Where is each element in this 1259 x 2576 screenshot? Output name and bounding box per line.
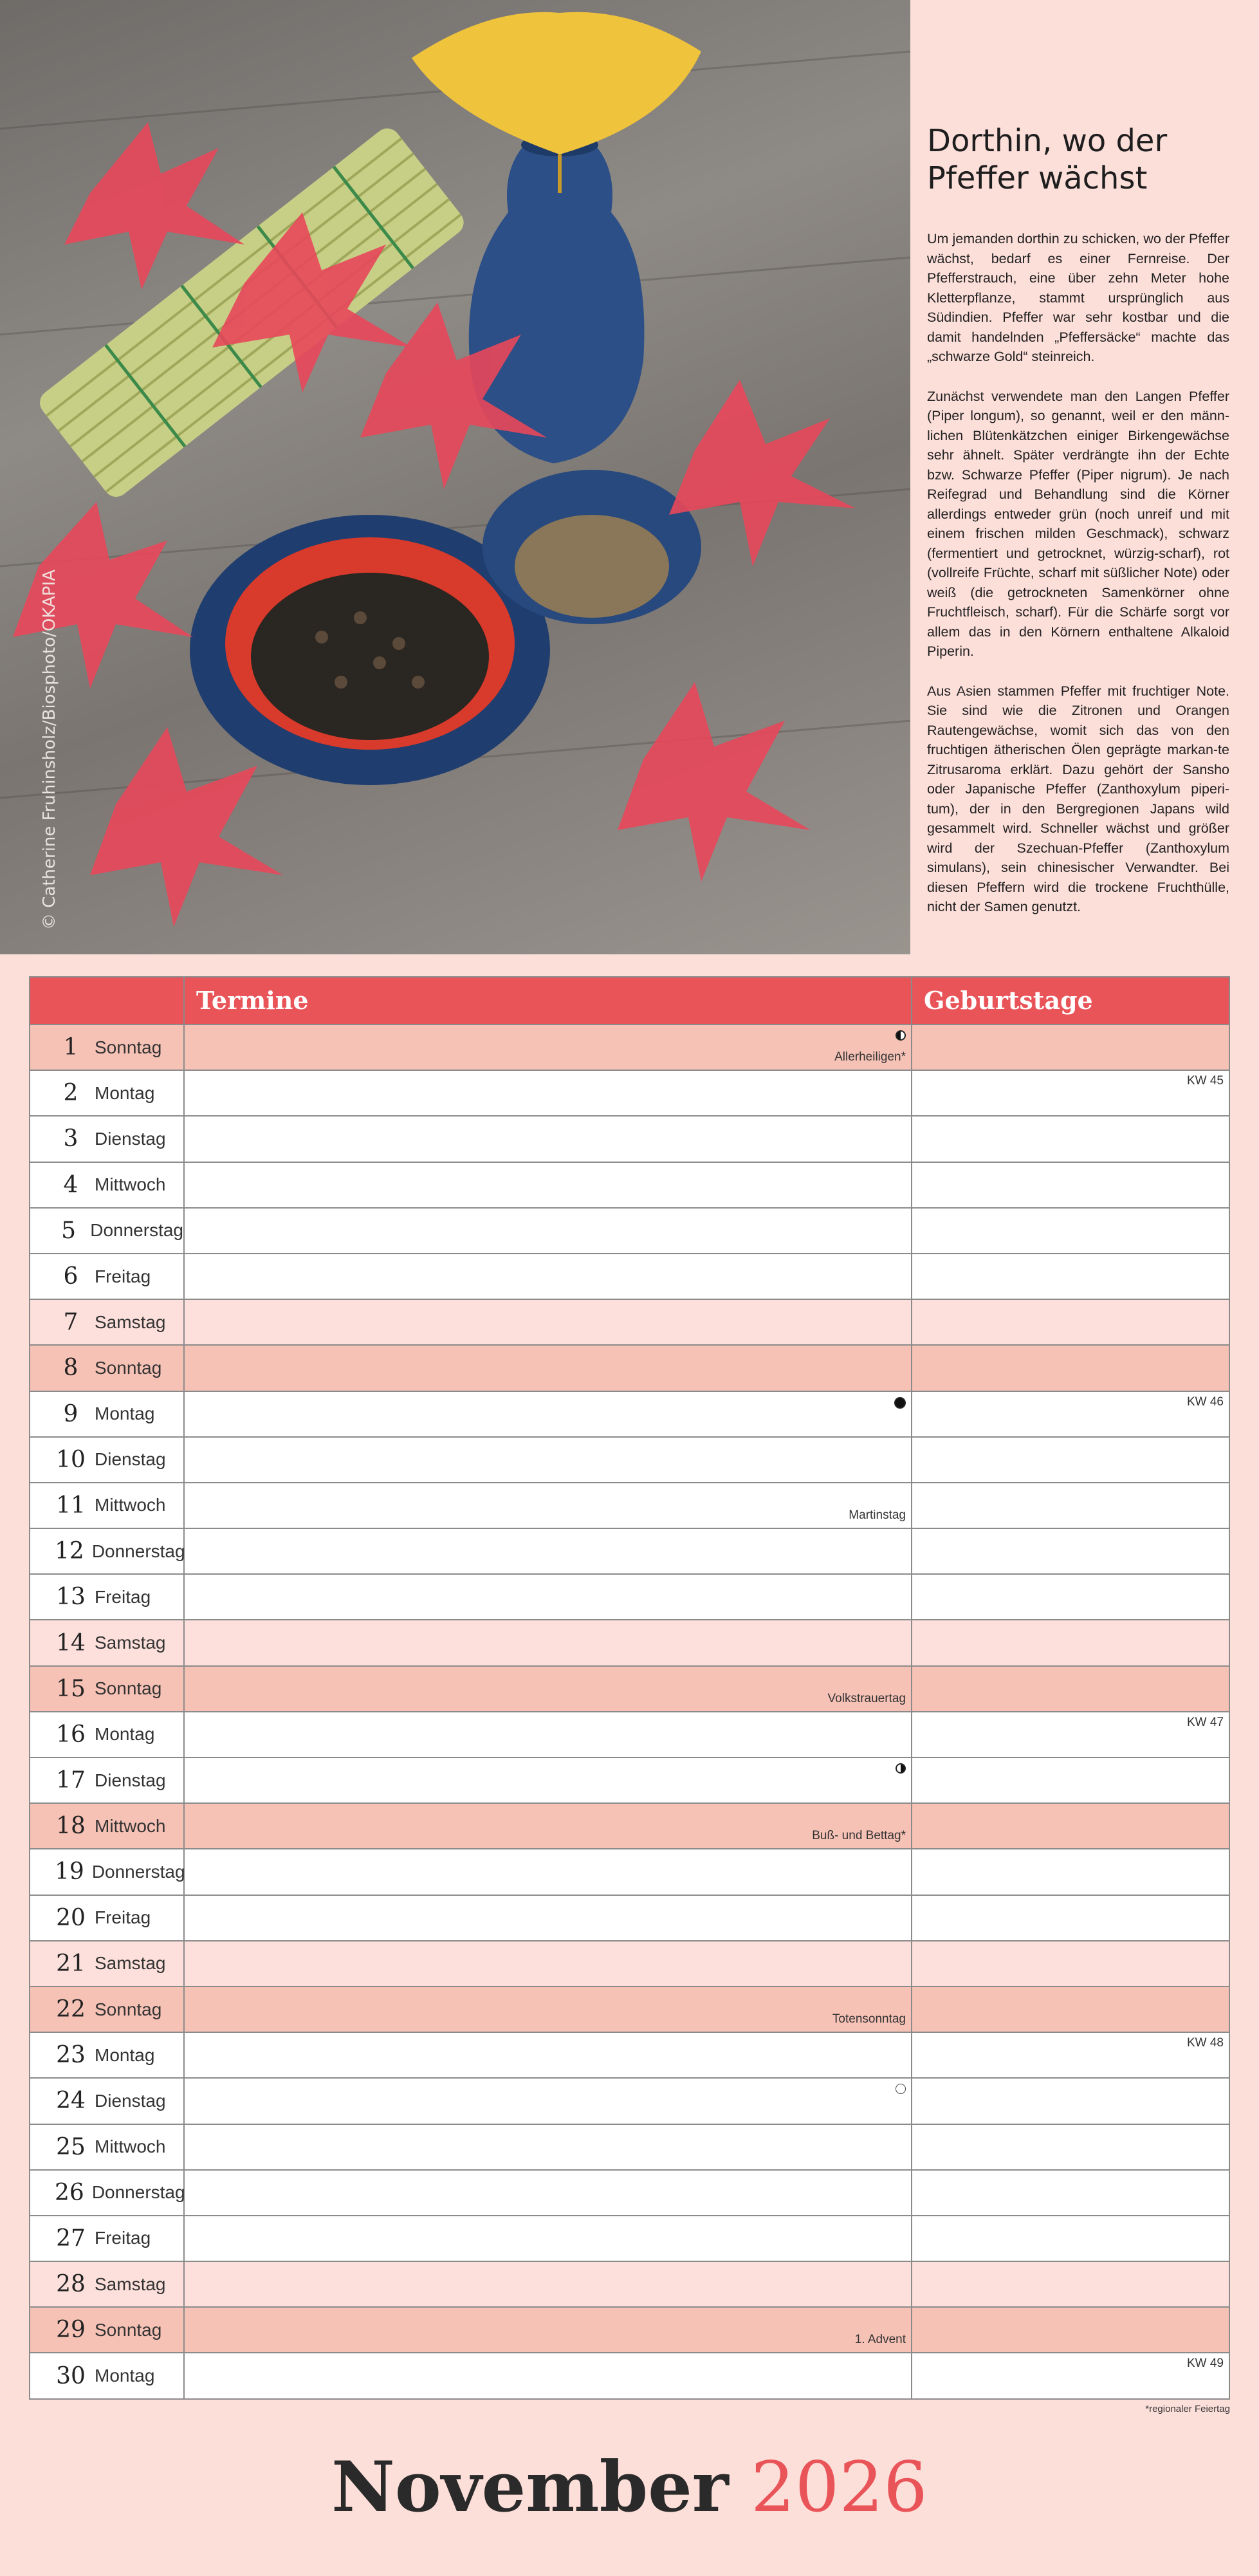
geburtstage-cell[interactable] <box>912 1620 1229 1665</box>
geburtstage-cell[interactable] <box>912 1254 1229 1299</box>
termine-cell[interactable] <box>185 1254 912 1299</box>
footnote: *regionaler Feiertag <box>1145 2404 1230 2414</box>
day-number: 11 <box>56 1492 86 1519</box>
day-number: 15 <box>56 1675 86 1702</box>
calendar-row <box>30 1207 1229 1253</box>
termine-cell[interactable] <box>185 1300 912 1344</box>
calendar-row <box>30 1162 1229 1207</box>
header-geburtstage: Geburtstage <box>924 986 1093 1015</box>
weekday-label: Samstag <box>95 1953 166 1974</box>
geburtstage-cell[interactable] <box>912 1529 1229 1573</box>
termine-cell[interactable] <box>185 2079 912 2123</box>
day-cell <box>30 2079 185 2123</box>
day-cell <box>30 1712 185 1757</box>
termine-cell[interactable] <box>185 1987 912 2032</box>
geburtstage-cell[interactable] <box>912 1896 1229 1940</box>
geburtstage-cell[interactable] <box>912 1117 1229 1161</box>
day-cell <box>30 1758 185 1802</box>
first-moon-icon <box>896 1763 906 1774</box>
geburtstage-cell[interactable] <box>912 1300 1229 1344</box>
geburtstage-cell[interactable] <box>912 2171 1229 2215</box>
termine-cell[interactable] <box>185 1849 912 1894</box>
day-cell <box>30 1392 185 1436</box>
weekday-label: Mittwoch <box>95 1174 166 1195</box>
calendar-row <box>30 1619 1229 1665</box>
termine-cell[interactable] <box>185 1667 912 1711</box>
geburtstage-cell[interactable] <box>912 2308 1229 2352</box>
geburtstage-cell[interactable] <box>912 1483 1229 1528</box>
termine-cell[interactable] <box>185 2353 912 2398</box>
termine-cell[interactable] <box>185 1575 912 1619</box>
termine-cell[interactable] <box>185 2033 912 2077</box>
article <box>927 122 1229 937</box>
day-number: 23 <box>56 2042 86 2069</box>
day-number: 9 <box>63 1400 78 1427</box>
termine-cell[interactable] <box>185 1483 912 1528</box>
weekday-label: Mittwoch <box>95 1495 166 1515</box>
weekday-label: Freitag <box>95 1266 151 1286</box>
calendar-row <box>30 1024 1229 1070</box>
calendar-row <box>30 2032 1229 2077</box>
day-cell <box>30 2216 185 2261</box>
article-paragraph: Um jemanden dorthin zu schicken, wo der Pfeffer wächst, bedarf es einer Fernreise. Der Pfefferstrauch, eine über zehn Meter hohe Kletterpflanze, stammt ursprünglich aus Südindien. Pfeffer war sehr kostbar und die damit handelnden „Pfeffersäcke“ machte das „schwarze Gold“ steinreich. <box>927 231 1229 364</box>
day-cell <box>30 2353 185 2398</box>
weekday-label: Mittwoch <box>95 1815 166 1836</box>
calendar-row <box>30 1665 1229 1711</box>
geburtstage-cell[interactable] <box>912 2216 1229 2261</box>
page-title <box>0 2449 1259 2526</box>
day-number: 25 <box>56 2133 86 2160</box>
day-number: 5 <box>61 1217 77 1244</box>
day-number: 21 <box>56 1950 86 1977</box>
week-number: KW 46 <box>1186 1395 1224 1409</box>
calendar-row <box>30 1344 1229 1390</box>
holiday-label: Martinstag <box>849 1508 906 1523</box>
day-number: 14 <box>56 1629 86 1656</box>
calendar-rows <box>30 1024 1229 2398</box>
weekday-label: Donnerstag <box>91 2182 185 2203</box>
day-number: 12 <box>55 1538 84 1565</box>
weekday-label: Montag <box>95 1082 155 1103</box>
year: 2026 <box>751 2447 928 2528</box>
day-cell <box>30 1896 185 1940</box>
last-moon-icon <box>896 1030 906 1041</box>
day-cell <box>30 2033 185 2077</box>
weekday-label: Samstag <box>95 2274 166 2294</box>
day-cell <box>30 1346 185 1390</box>
weekday-label: Donnerstag <box>91 1861 185 1882</box>
weekday-label: Freitag <box>95 1586 151 1607</box>
article-title: Dorthin, wo der Pfeffer wächst <box>927 123 1168 196</box>
termine-cell[interactable] <box>185 1163 912 1207</box>
geburtstage-cell[interactable] <box>912 1209 1229 1253</box>
day-cell <box>30 1438 185 1482</box>
day-cell <box>30 1483 185 1528</box>
pepper-still-life-image <box>0 0 910 954</box>
month-name: November <box>331 2447 729 2528</box>
termine-cell[interactable] <box>185 1941 912 1986</box>
termine-cell[interactable] <box>185 1804 912 1848</box>
weekday-label: Montag <box>95 1724 155 1745</box>
holiday-label: Buß- und Bettag* <box>812 1829 906 1843</box>
header-termine: Termine <box>185 978 912 1024</box>
day-cell <box>30 1529 185 1573</box>
termine-cell[interactable] <box>185 1025 912 1070</box>
day-cell <box>30 1575 185 1619</box>
day-number: 27 <box>56 2225 86 2252</box>
weekday-label: Freitag <box>95 1907 151 1928</box>
calendar-row <box>30 1070 1229 1115</box>
article-paragraph: Zunächst verwendete man den Langen Pfeffer (Piper longum), so genannt, weil er den männ-lichen Blütenkätzchen einiger Birkengewächse sehr ähnelt. Später verdrängte ihn der Echte bzw. Schwarze Pfeffer (Piper nigrum). Je nach Reifegrad und Behandlung sind die Körner allerdings entweder grün (noch unreif und mit einem frischen milden Geschmack), schwarz (fermentiert und getrocknet, würzig-scharf), rot (vollreife Früchte, scharf mit süßlicher Note) oder weiß (die getrockneten Samenkörner ohne Fruchtfleisch, scharf). Für die Schärfe sorgt vor allem das in den Körnern enthaltene Alkaloid Piperin. <box>927 388 1229 659</box>
weekday-label: Montag <box>95 2044 155 2065</box>
calendar-row <box>30 1895 1229 1940</box>
geburtstage-cell[interactable] <box>912 1163 1229 1207</box>
weekday-label: Donnerstag <box>90 1220 183 1241</box>
day-number: 29 <box>56 2317 86 2344</box>
weekday-label: Dienstag <box>95 1128 166 1149</box>
holiday-label: Allerheiligen* <box>834 1050 906 1064</box>
day-cell <box>30 1804 185 1848</box>
weekday-label: Sonntag <box>95 1357 162 1378</box>
calendar-row <box>30 1391 1229 1436</box>
weekday-label: Dienstag <box>95 1770 166 1790</box>
geburtstage-cell[interactable] <box>912 1941 1229 1986</box>
full-moon-icon <box>896 2084 906 2094</box>
calendar-header <box>30 978 1229 1024</box>
day-cell <box>30 1987 185 2032</box>
day-cell <box>30 2308 185 2352</box>
day-cell <box>30 2125 185 2169</box>
weekday-label: Samstag <box>95 1311 166 1332</box>
calendar-row <box>30 1940 1229 1986</box>
pepper-photo <box>0 0 910 954</box>
termine-cell[interactable] <box>185 1758 912 1802</box>
calendar-row <box>30 1711 1229 1757</box>
calendar-row <box>30 1757 1229 1802</box>
day-cell <box>30 1849 185 1894</box>
day-cell <box>30 1209 185 1253</box>
calendar-table <box>29 976 1230 2400</box>
day-cell <box>30 2262 185 2306</box>
weekday-label: Sonntag <box>95 2319 162 2340</box>
header-day-column <box>30 978 185 1024</box>
termine-cell[interactable] <box>185 1346 912 1390</box>
article-paragraph: Aus Asien stammen Pfeffer mit fruchtiger Note. Sie sind wie die Zitronen und Orangen Rautengewächse, womit sich das von den fruchtigen ätherischen Ölen geprägte markan-te Zitrusaroma erklärt. Dazu gehört der Sansho oder Japanische Pfeffer (Zanthoxylum piperi-tum), der in den Bergregionen Japans wild gesammelt wird. Schneller wächst und größer wird der Szechuan-Pfeffer (Zanthoxylum simulans), sein chinesischer Verwandter. Bei diesen Pfeffern wird die trockene Fruchthülle, nicht der Samen genutzt. <box>927 683 1229 914</box>
geburtstage-cell[interactable] <box>912 2125 1229 2169</box>
day-cell <box>30 1667 185 1711</box>
termine-cell[interactable] <box>185 2308 912 2352</box>
week-number: KW 45 <box>1186 1074 1224 1088</box>
calendar-row <box>30 1115 1229 1161</box>
weekday-label: Dienstag <box>95 1449 166 1470</box>
termine-cell[interactable] <box>185 1896 912 1940</box>
day-number: 26 <box>55 2179 84 2206</box>
geburtstage-cell[interactable] <box>912 2353 1229 2398</box>
week-number: KW 48 <box>1186 2036 1224 2050</box>
geburtstage-cell[interactable] <box>912 1667 1229 1711</box>
weekday-label: Sonntag <box>95 1678 162 1699</box>
week-number: KW 49 <box>1186 2357 1224 2371</box>
holiday-label: Totensonntag <box>832 2012 906 2026</box>
day-number: 7 <box>63 1309 78 1336</box>
day-number: 20 <box>56 1904 86 1931</box>
termine-cell[interactable] <box>185 2125 912 2169</box>
calendar-row <box>30 1573 1229 1619</box>
weekday-label: Samstag <box>95 1633 166 1653</box>
day-number: 19 <box>55 1858 84 1886</box>
geburtstage-cell[interactable] <box>912 1025 1229 1070</box>
geburtstage-cell[interactable] <box>912 1849 1229 1894</box>
geburtstage-cell[interactable] <box>912 2079 1229 2123</box>
day-number: 8 <box>63 1355 78 1382</box>
termine-cell[interactable] <box>185 2171 912 2215</box>
termine-cell[interactable] <box>185 1712 912 1757</box>
day-number: 22 <box>56 1996 86 2023</box>
day-number: 18 <box>56 1813 86 1840</box>
calendar-row <box>30 1848 1229 1894</box>
termine-cell[interactable] <box>185 1209 912 1253</box>
termine-cell[interactable] <box>185 1529 912 1573</box>
holiday-label: 1. Advent <box>854 2333 906 2347</box>
photo-credit: © Catherine Fruhinsholz/Biosphoto/OKAPIA <box>40 570 59 930</box>
geburtstage-cell[interactable] <box>912 2033 1229 2077</box>
termine-cell[interactable] <box>185 1620 912 1665</box>
calendar-row <box>30 2215 1229 2261</box>
day-number: 17 <box>56 1767 86 1794</box>
day-cell <box>30 1620 185 1665</box>
day-cell <box>30 1071 185 1115</box>
calendar-row <box>30 2169 1229 2215</box>
calendar-row <box>30 2261 1229 2306</box>
day-number: 6 <box>63 1263 78 1290</box>
day-number: 24 <box>56 2088 86 2115</box>
weekday-label: Freitag <box>95 2228 151 2248</box>
week-number: KW 47 <box>1186 1715 1224 1729</box>
day-cell <box>30 1025 185 1070</box>
weekday-label: Dienstag <box>95 2090 166 2111</box>
calendar-row <box>30 2352 1229 2398</box>
weekday-label: Donnerstag <box>91 1541 185 1561</box>
day-cell <box>30 1163 185 1207</box>
calendar-row <box>30 1482 1229 1528</box>
day-cell <box>30 1254 185 1299</box>
calendar-row <box>30 1802 1229 1848</box>
day-cell <box>30 2171 185 2215</box>
day-number: 13 <box>56 1584 86 1611</box>
geburtstage-cell[interactable] <box>912 1804 1229 1848</box>
geburtstage-cell[interactable] <box>912 1712 1229 1757</box>
calendar-row <box>30 2077 1229 2123</box>
calendar-row <box>30 1528 1229 1573</box>
calendar-row <box>30 2124 1229 2169</box>
termine-cell[interactable] <box>185 1117 912 1161</box>
geburtstage-cell[interactable] <box>912 1758 1229 1802</box>
day-number: 2 <box>63 1080 78 1107</box>
calendar-row <box>30 1436 1229 1482</box>
day-number: 16 <box>56 1721 86 1748</box>
geburtstage-cell[interactable] <box>912 1575 1229 1619</box>
termine-cell[interactable] <box>185 1438 912 1482</box>
termine-cell[interactable] <box>185 1392 912 1436</box>
geburtstage-cell[interactable] <box>912 1438 1229 1482</box>
geburtstage-cell[interactable] <box>912 1346 1229 1390</box>
termine-cell[interactable] <box>185 2262 912 2306</box>
day-number: 4 <box>63 1171 78 1198</box>
weekday-label: Mittwoch <box>95 2136 166 2157</box>
calendar-row <box>30 2306 1229 2352</box>
weekday-label: Montag <box>95 1404 155 1424</box>
holiday-label: Volkstrauertag <box>827 1691 906 1705</box>
weekday-label: Montag <box>95 2366 155 2386</box>
day-cell <box>30 1941 185 1986</box>
termine-cell[interactable] <box>185 1071 912 1115</box>
day-number: 28 <box>56 2271 86 2298</box>
termine-cell[interactable] <box>185 2216 912 2261</box>
day-cell <box>30 1117 185 1161</box>
day-number: 30 <box>56 2362 86 2389</box>
day-number: 3 <box>63 1126 78 1153</box>
day-number: 10 <box>56 1446 86 1473</box>
geburtstage-cell[interactable] <box>912 1392 1229 1436</box>
new-moon-icon <box>894 1397 906 1409</box>
calendar-row <box>30 1253 1229 1299</box>
day-number: 1 <box>63 1034 78 1061</box>
calendar-row <box>30 1299 1229 1344</box>
geburtstage-cell[interactable] <box>912 2262 1229 2306</box>
geburtstage-cell[interactable] <box>912 1987 1229 2032</box>
day-cell <box>30 1300 185 1344</box>
geburtstage-cell[interactable] <box>912 1071 1229 1115</box>
weekday-label: Sonntag <box>95 1999 162 2019</box>
calendar-row <box>30 1986 1229 2032</box>
weekday-label: Sonntag <box>95 1037 162 1057</box>
